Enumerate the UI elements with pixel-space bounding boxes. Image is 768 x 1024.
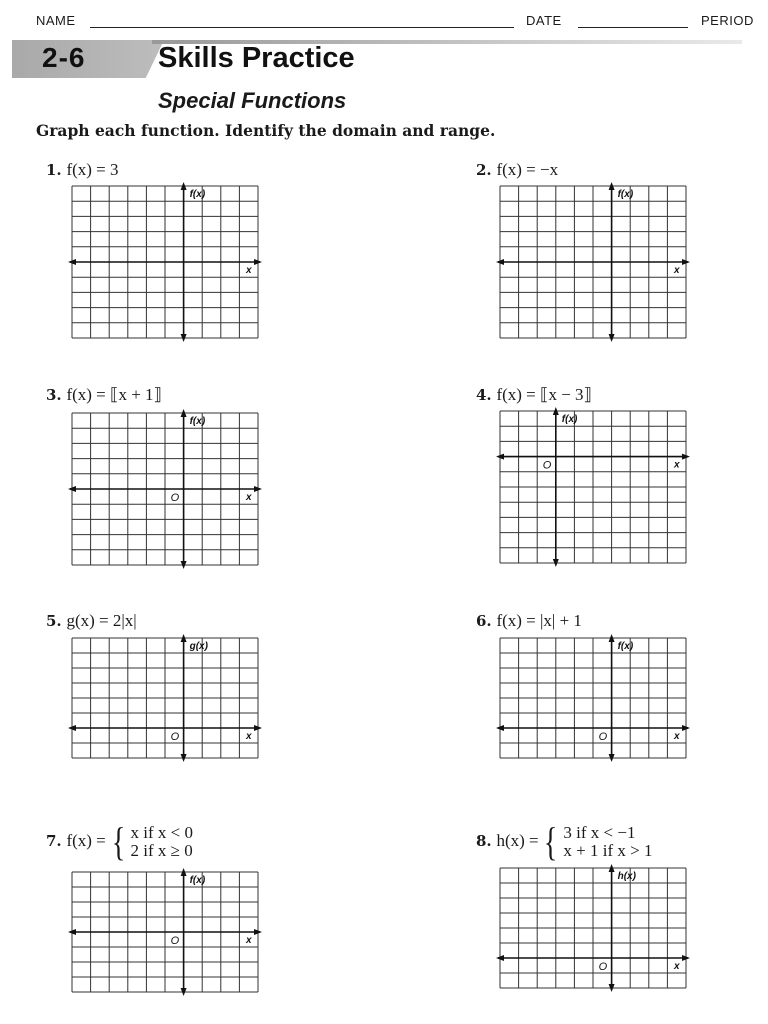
problem-6-label <box>476 611 582 631</box>
problem-7-label <box>46 819 194 864</box>
problem-equation-prefix: f(x) = <box>66 831 106 850</box>
x-axis-label: x <box>674 459 680 471</box>
instructions: Graph each function. Identify the domain and range. <box>36 121 496 140</box>
graph-grid-6[interactable] <box>500 638 686 758</box>
piecewise-cases <box>563 824 652 860</box>
y-axis-label: f(x) <box>189 875 206 886</box>
problem-5-label <box>46 611 137 631</box>
lesson-tab <box>12 40 164 78</box>
name-label: NAME <box>36 13 76 28</box>
problem-4-label <box>476 385 592 405</box>
y-axis-label: f(x) <box>561 414 578 425</box>
graph-grid-7[interactable] <box>72 872 258 992</box>
name-field[interactable] <box>90 27 514 28</box>
problem-equation-prefix: h(x) = <box>496 831 539 850</box>
problem-number: 6. <box>476 612 492 630</box>
graph-grid-1[interactable] <box>72 186 258 338</box>
problem-equation: f(x) = ⟦x − 3⟧ <box>496 385 592 404</box>
problem-equation: f(x) = ⟦x + 1⟧ <box>66 385 162 404</box>
problem-equation: g(x) = 2|x| <box>66 611 137 630</box>
piecewise-cases <box>131 824 193 860</box>
y-axis-label: f(x) <box>617 189 634 200</box>
origin-label: O <box>598 731 608 743</box>
left-brace: { <box>111 819 125 864</box>
y-axis-label: f(x) <box>617 641 634 652</box>
x-axis-label: x <box>246 492 252 503</box>
case-1: 3 if x < −1 <box>563 823 636 842</box>
graph-grid-2[interactable] <box>500 186 686 338</box>
problem-2-label <box>476 160 558 180</box>
problem-8-label <box>476 819 653 864</box>
problem-number: 7. <box>46 832 62 850</box>
origin-label: O <box>170 731 180 743</box>
origin-label: O <box>598 961 608 973</box>
problem-number: 2. <box>476 161 492 179</box>
case-2: x + 1 if x > 1 <box>563 841 653 860</box>
problem-equation: f(x) = −x <box>496 160 559 179</box>
y-axis-label: f(x) <box>189 189 206 200</box>
x-axis-label: x <box>246 935 252 946</box>
y-axis-label: g(x) <box>189 641 208 652</box>
problem-number: 8. <box>476 832 492 850</box>
date-label: DATE <box>526 13 562 28</box>
date-field[interactable] <box>578 27 688 28</box>
x-axis-label: x <box>246 731 252 742</box>
period-label: PERIOD <box>701 13 754 28</box>
origin-label: O <box>170 935 180 947</box>
problem-1-label <box>46 160 119 180</box>
problem-number: 5. <box>46 612 62 630</box>
problem-equation: f(x) = 3 <box>66 160 119 179</box>
graph-grid-8[interactable] <box>500 868 686 988</box>
y-axis-label: f(x) <box>189 416 206 427</box>
origin-label: O <box>542 459 552 472</box>
problem-3-label <box>46 385 162 405</box>
x-axis-label: x <box>674 731 680 742</box>
y-axis-label: h(x) <box>617 871 636 882</box>
lesson-subtitle: Special Functions <box>158 88 347 113</box>
lesson-number: 2-6 <box>42 42 86 73</box>
left-brace: { <box>544 819 558 864</box>
x-axis-label: x <box>674 961 680 972</box>
origin-label: O <box>170 492 180 504</box>
graph-grid-4[interactable] <box>500 411 686 563</box>
problem-equation: f(x) = |x| + 1 <box>496 611 582 630</box>
student-info-header <box>36 11 764 31</box>
x-axis-label: x <box>674 265 680 276</box>
graph-grid-3[interactable] <box>72 413 258 565</box>
problem-number: 4. <box>476 386 492 404</box>
lesson-banner <box>12 40 742 80</box>
problem-number: 3. <box>46 386 62 404</box>
graph-grid-5[interactable] <box>72 638 258 758</box>
lesson-title: Skills Practice <box>158 42 355 74</box>
x-axis-label: x <box>246 265 252 276</box>
case-1: x if x < 0 <box>130 823 194 842</box>
case-2: 2 if x ≥ 0 <box>130 841 193 860</box>
problem-number: 1. <box>46 161 62 179</box>
